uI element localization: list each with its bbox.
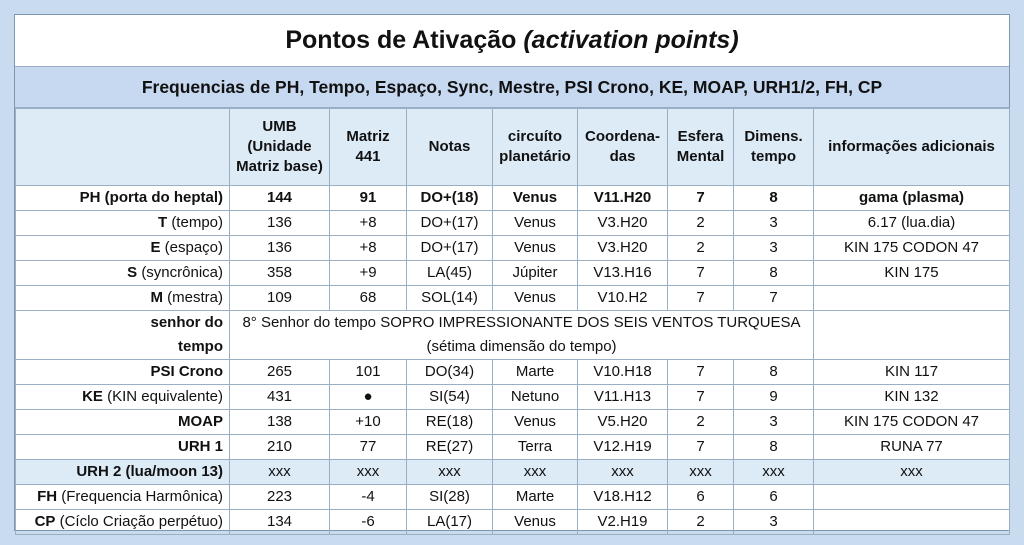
cell-circuito: Venus [493,186,578,211]
cell-coord: V3.H20 [578,236,668,261]
cell-matriz: 101 [330,360,407,385]
row-name-cell [16,286,230,311]
cell-matriz: xxx [330,460,407,485]
cell-matriz: 91 [330,186,407,211]
row-label: (Cíclo Criação perpétuo) [59,513,223,530]
page-title [15,15,1009,67]
row-name-cell [16,360,230,385]
cell-umb: 223 [230,485,330,510]
cell-circuito: Marte [493,485,578,510]
header-cell: informações adicionais [814,109,1010,186]
row-name-cell [16,236,230,261]
cell-circuito: Venus [493,510,578,535]
cell-info: KIN 175 CODON 47 [814,236,1010,261]
senhor-info-cell [814,311,1010,336]
cell-umb: 138 [230,410,330,435]
cell-circuito: Marte [493,360,578,385]
cell-notas: xxx [407,460,493,485]
row-name-cell [16,211,230,236]
cell-dimens: 3 [734,211,814,236]
table-row [16,211,1010,236]
row-label: (Frequencia Harmônica) [61,488,223,505]
cell-matriz: +10 [330,410,407,435]
cell-esfera: 2 [668,510,734,535]
cell-coord: V18.H12 [578,485,668,510]
senhor-row [16,311,1010,336]
row-code: KE [82,388,103,405]
cell-coord: V13.H16 [578,261,668,286]
table-row [16,510,1010,535]
cell-notas: DO(34) [407,360,493,385]
row-name-cell [16,460,230,485]
cell-dimens: 8 [734,261,814,286]
cell-dimens: 8 [734,435,814,460]
row-code: MOAP [178,413,223,430]
row-label: (syncrônica) [141,264,223,281]
senhor-row [16,335,1010,360]
cell-dimens: 7 [734,286,814,311]
row-code: M [150,289,163,306]
header-cell: UMB (Unidade Matriz base) [230,109,330,186]
cell-umb: 358 [230,261,330,286]
row-code: URH 2 (lua/moon 13) [76,463,223,480]
row-code: PSI Crono [150,363,223,380]
cell-coord: V11.H13 [578,385,668,410]
cell-coord: V3.H20 [578,211,668,236]
cell-coord: V10.H18 [578,360,668,385]
cell-notas: LA(17) [407,510,493,535]
activation-points-table-frame [14,14,1010,531]
cell-esfera: 7 [668,385,734,410]
table-row [16,261,1010,286]
title-italic: (activation points) [523,26,739,54]
cell-esfera: 7 [668,186,734,211]
cell-info: gama (plasma) [814,186,1010,211]
cell-esfera: 2 [668,236,734,261]
cell-info: 6.17 (lua.dia) [814,211,1010,236]
cell-dimens: 6 [734,485,814,510]
cell-umb: 144 [230,186,330,211]
cell-umb: 431 [230,385,330,410]
cell-circuito: xxx [493,460,578,485]
cell-dimens: 8 [734,360,814,385]
cell-info [814,485,1010,510]
row-label: (porta do heptal) [104,189,223,206]
cell-umb: 136 [230,211,330,236]
cell-matriz: +9 [330,261,407,286]
cell-notas: SOL(14) [407,286,493,311]
cell-esfera: xxx [668,460,734,485]
table-row [16,286,1010,311]
cell-coord: V12.H19 [578,435,668,460]
cell-dimens: xxx [734,460,814,485]
cell-esfera: 6 [668,485,734,510]
cell-info: xxx [814,460,1010,485]
cell-circuito: Júpiter [493,261,578,286]
cell-notas: RE(27) [407,435,493,460]
cell-circuito: Venus [493,410,578,435]
cell-notas: RE(18) [407,410,493,435]
header-cell: circuíto planetário [493,109,578,186]
header-cell: Notas [407,109,493,186]
cell-info: KIN 175 [814,261,1010,286]
table-row [16,460,1010,485]
row-code: PH [79,189,101,206]
row-label: (mestra) [167,289,223,306]
cell-matriz: +8 [330,236,407,261]
cell-info [814,286,1010,311]
row-code: FH [37,488,58,505]
cell-coord: V10.H2 [578,286,668,311]
cell-notas: DO+(17) [407,211,493,236]
cell-dimens: 3 [734,236,814,261]
activation-points-table [15,108,1010,535]
cell-circuito: Venus [493,211,578,236]
table-row [16,360,1010,385]
cell-circuito: Netuno [493,385,578,410]
cell-matriz: ● [330,385,407,410]
cell-info: KIN 175 CODON 47 [814,410,1010,435]
cell-notas: SI(54) [407,385,493,410]
cell-info: KIN 117 [814,360,1010,385]
cell-esfera: 7 [668,435,734,460]
row-name-cell [16,410,230,435]
table-row [16,236,1010,261]
cell-umb: 109 [230,286,330,311]
row-name-cell [16,510,230,535]
header-cell: Esfera Mental [668,109,734,186]
header-cell: Matriz 441 [330,109,407,186]
cell-coord: V5.H20 [578,410,668,435]
senhor-text-line1: 8° Senhor do tempo SOPRO IMPRESSIONANTE DOS SEIS VENTOS TURQUESA [230,311,814,336]
cell-dimens: 3 [734,510,814,535]
row-label: (KIN equivalente) [107,388,223,405]
cell-umb: xxx [230,460,330,485]
cell-circuito: Venus [493,236,578,261]
row-name-cell [16,186,230,211]
cell-info: RUNA 77 [814,435,1010,460]
cell-info: KIN 132 [814,385,1010,410]
senhor-label-line1: senhor do [16,311,230,336]
cell-esfera: 2 [668,410,734,435]
header-cell: Dimens. tempo [734,109,814,186]
cell-matriz: +8 [330,211,407,236]
cell-notas: LA(45) [407,261,493,286]
cell-dimens: 8 [734,186,814,211]
cell-esfera: 7 [668,360,734,385]
row-code: T [157,214,168,231]
cell-matriz: -4 [330,485,407,510]
table-row [16,485,1010,510]
cell-umb: 265 [230,360,330,385]
row-code: URH 1 [177,438,223,455]
cell-umb: 210 [230,435,330,460]
cell-dimens: 9 [734,385,814,410]
row-code: E [150,239,161,256]
cell-matriz: 68 [330,286,407,311]
cell-notas: DO+(18) [407,186,493,211]
cell-matriz: 77 [330,435,407,460]
cell-esfera: 2 [668,211,734,236]
row-name-cell [16,435,230,460]
cell-esfera: 7 [668,261,734,286]
row-code: S [127,264,138,281]
cell-umb: 136 [230,236,330,261]
cell-notas: DO+(17) [407,236,493,261]
senhor-text-line2: (sétima dimensão do tempo) [230,335,814,360]
table-row [16,410,1010,435]
title-main: Pontos de Ativação [285,26,517,54]
table-row [16,435,1010,460]
cell-esfera: 7 [668,286,734,311]
page-subtitle: Frequencias de PH, Tempo, Espaço, Sync, Mestre, PSI Crono, KE, MOAP, URH1/2, FH, CP [15,67,1009,108]
cell-umb: 134 [230,510,330,535]
row-code: CP [34,513,56,530]
cell-info [814,510,1010,535]
row-label: (tempo) [171,214,223,231]
row-name-cell [16,485,230,510]
cell-matriz: -6 [330,510,407,535]
cell-dimens: 3 [734,410,814,435]
senhor-info-cell [814,335,1010,360]
row-name-cell [16,385,230,410]
cell-circuito: Venus [493,286,578,311]
row-label: (espaço) [164,239,223,256]
cell-coord: V11.H20 [578,186,668,211]
cell-circuito: Terra [493,435,578,460]
table-header-row [16,109,1010,186]
header-cell [16,109,230,186]
senhor-label-line2: tempo [16,335,230,360]
cell-coord: V2.H19 [578,510,668,535]
row-name-cell [16,261,230,286]
table-row [16,186,1010,211]
table-row [16,385,1010,410]
cell-notas: SI(28) [407,485,493,510]
header-cell: Coordena-das [578,109,668,186]
cell-coord: xxx [578,460,668,485]
